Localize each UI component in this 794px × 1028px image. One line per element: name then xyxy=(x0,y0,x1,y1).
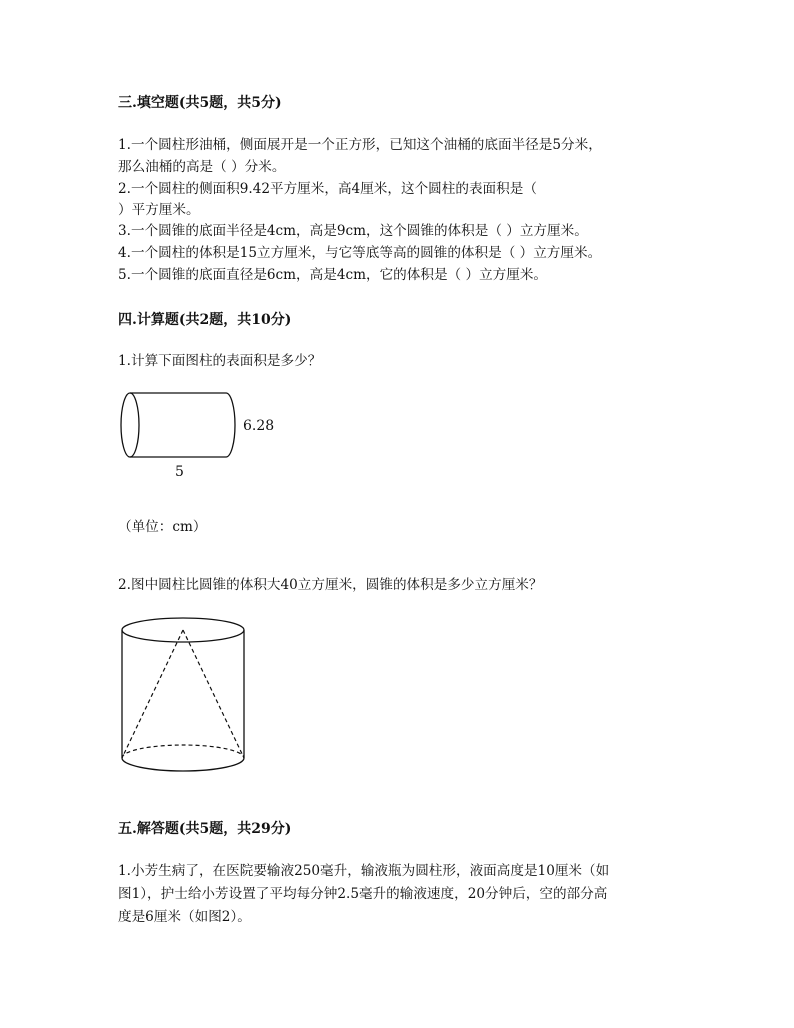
question-line: 5.一个圆锥的底面直径是6cm，高是4cm，它的体积是（ ）立方厘米。 xyxy=(118,267,548,283)
section-calculation-heading: 四.计算题(共2题，共10分) xyxy=(118,312,292,328)
cone-right-slant xyxy=(183,630,244,758)
horizontal-cylinder-figure xyxy=(112,385,292,485)
question-line: 4.一个圆柱的体积是15立方厘米，与它等底等高的圆锥的体积是（ ）立方厘米。 xyxy=(118,245,602,261)
question-line: 2.图中圆柱比圆锥的体积大40立方厘米，圆锥的体积是多少立方厘米？ xyxy=(118,577,543,593)
cone-left-slant xyxy=(122,630,183,758)
cylinder-right-face xyxy=(226,393,235,457)
section-solution-heading: 五.解答题(共5题，共29分) xyxy=(118,821,292,837)
question-line: 2.一个圆柱的侧面积9.42平方厘米，高4厘米，这个圆柱的表面积是（ xyxy=(118,181,537,197)
question-line: 度是6厘米（如图2）。 xyxy=(118,909,251,925)
section-fill-blank-heading: 三.填空题(共5题，共5分) xyxy=(118,95,282,111)
cone-base-back xyxy=(122,745,244,758)
question-line: ）平方厘米。 xyxy=(118,202,200,218)
question-line: 1.一个圆柱形油桶，侧面展开是一个正方形，已知这个油桶的底面半径是5分米， xyxy=(118,137,602,153)
question-line: 1.计算下面图柱的表面积是多少？ xyxy=(118,353,322,369)
question-line: 3.一个圆锥的底面半径是4cm，高是9cm，这个圆锥的体积是（ ）立方厘米。 xyxy=(118,223,588,239)
question-line: 图1），护士给小芳设置了平均每分钟2.5毫升的输液速度，20分钟后，空的部分高 xyxy=(118,886,608,902)
question-line: 1.小芳生病了，在医院要输液250毫升，输液瓶为圆柱形，液面高度是10厘米（如 xyxy=(118,863,610,879)
cylinder-length-label: 5 xyxy=(175,464,184,480)
unit-note: （单位：cm） xyxy=(118,519,207,535)
cylinder-bottom-front xyxy=(122,758,244,771)
question-line: 那么油桶的高是（ ）分米。 xyxy=(118,159,286,175)
cylinder-cone-figure xyxy=(112,612,257,782)
cylinder-height-label: 6.28 xyxy=(243,418,275,434)
cylinder-left-face xyxy=(121,393,139,457)
